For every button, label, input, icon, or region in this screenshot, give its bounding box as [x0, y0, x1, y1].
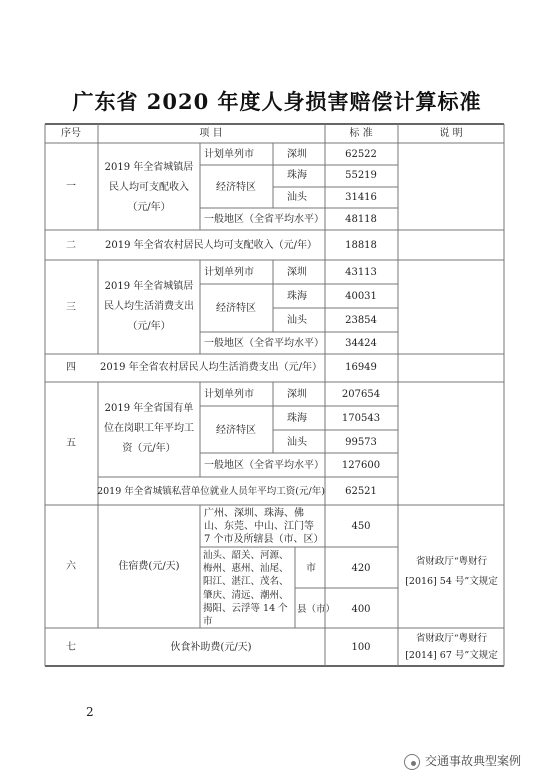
s5-value-zhuhai: 170543 [341, 413, 381, 424]
s3-jhdl: 计划单列市 [204, 267, 254, 278]
s4-label: 2019 年全省农村居民人均生活消费支出（元/年） [100, 362, 322, 373]
s4-value: 16949 [345, 362, 377, 373]
s5-label: 2019 年全省国有单位在岗职工年平均工资（元/年） [104, 403, 194, 454]
s6-label: 住宿费(元/天) [118, 561, 180, 572]
s3-zhuhai: 珠海 [287, 291, 307, 302]
s6-region-2: 汕头、韶关、河源、梅州、惠州、汕尾、阳江、湛江、茂名、肇庆、清远、潮州、揭阳、云浮等 14 个市 [203, 550, 289, 628]
s7-value: 100 [351, 642, 371, 653]
wechat-icon [404, 754, 420, 770]
s6-value-2-county: 400 [351, 604, 371, 615]
s5-value-shantou: 99573 [345, 437, 377, 448]
s3-ybdq: 一般地区（全省平均水平） [204, 338, 324, 349]
watermark [404, 752, 521, 770]
s6-region-2-county: 县（市） [297, 604, 336, 615]
s6-value-2-city: 420 [351, 563, 371, 574]
s2-no: 二 [66, 240, 76, 251]
s5-no: 五 [66, 438, 76, 449]
s1-jhdl: 计划单列市 [204, 149, 254, 160]
s3-shenzhen: 深圳 [287, 267, 307, 278]
s6-region-1: 广州、深圳、珠海、佛山、东莞、中山、江门等 7 个市及所辖县（市、区） [204, 508, 324, 545]
s6-no: 六 [66, 561, 76, 572]
watermark-text: 交通事故典型案例 [425, 754, 522, 768]
s4-no: 四 [66, 362, 76, 373]
s5-zhuhai: 珠海 [287, 413, 307, 424]
s6-region-2-city: 市 [306, 563, 316, 574]
s1-value-shenzhen: 62522 [345, 149, 377, 160]
s3-no: 三 [66, 302, 76, 313]
s6-value-1: 450 [351, 521, 371, 532]
s5-ybdq: 一般地区（全省平均水平） [204, 460, 324, 471]
s5-private-label: 2019 年全省城镇私营单位就业人员年平均工资(元/年) [97, 486, 325, 497]
s7-no: 七 [66, 642, 76, 653]
page-number: 2 [86, 705, 94, 719]
s5-value-private: 62521 [345, 486, 377, 497]
s5-value-shenzhen: 207654 [341, 389, 381, 400]
header-no: 序号 [61, 128, 81, 139]
s3-value-shenzhen: 43113 [345, 267, 377, 278]
s1-no: 一 [66, 181, 76, 192]
s3-value-zhuhai: 40031 [345, 291, 377, 302]
header-standard: 标 准 [349, 128, 373, 139]
s6-note: 省财政厅“粤财行[2016] 54 号”文规定 [405, 556, 498, 587]
s1-value-shantou: 31416 [345, 192, 377, 203]
s5-jhdl: 计划单列市 [204, 389, 254, 400]
s2-value: 18818 [345, 240, 377, 251]
s1-label: 2019 年全省城镇居民人均可支配收入（元/年） [104, 162, 194, 213]
s3-shantou: 汕头 [287, 315, 307, 326]
s1-shenzhen: 深圳 [287, 149, 307, 160]
s1-value-zhuhai: 55219 [345, 170, 377, 181]
s3-value-shantou: 23854 [345, 315, 377, 326]
s7-note: 省财政厅“粤财行[2014] 67 号”文规定 [405, 633, 498, 661]
s5-jjtq: 经济特区 [216, 425, 256, 436]
s7-label: 伙食补助费(元/天) [170, 642, 252, 653]
s1-shantou: 汕头 [287, 192, 307, 203]
s3-value-ybdq: 34424 [345, 338, 377, 349]
s5-value-ybdq: 127600 [341, 460, 381, 471]
s3-jjtq: 经济特区 [216, 303, 256, 314]
header-note: 说 明 [439, 128, 463, 139]
s5-shenzhen: 深圳 [287, 389, 307, 400]
s1-value-ybdq: 48118 [345, 214, 377, 225]
page-title: 广东省 2020 年度人身损害赔偿计算标准 [72, 89, 482, 114]
s1-ybdq: 一般地区（全省平均水平） [204, 214, 324, 225]
s1-jjtq: 经济特区 [216, 182, 256, 193]
s2-label: 2019 年全省农村居民人均可支配收入（元/年） [105, 240, 317, 251]
s3-label: 2019 年全省城镇居民人均生活消费支出（元/年） [104, 281, 194, 332]
s5-shantou: 汕头 [287, 437, 307, 448]
header-item: 项 目 [199, 128, 223, 139]
s1-zhuhai: 珠海 [287, 170, 307, 181]
